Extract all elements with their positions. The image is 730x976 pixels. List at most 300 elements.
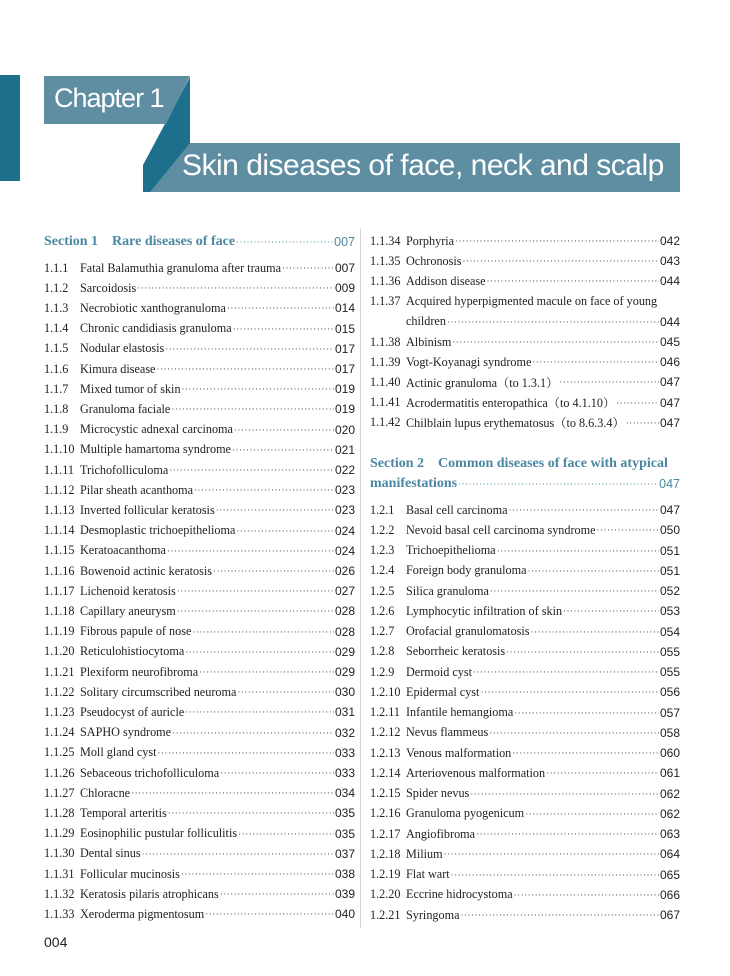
entry-number: 1.2.2 xyxy=(370,522,395,537)
entry-page: 024 xyxy=(334,543,355,558)
section-title-line1: Section 2 Common diseases of face with atypical xyxy=(370,456,668,471)
entry-number: 1.1.10 xyxy=(44,442,75,457)
toc-entry[interactable] xyxy=(370,413,680,433)
entry-number: 1.1.35 xyxy=(370,253,401,268)
entry-page: 015 xyxy=(334,321,355,336)
entry-number: 1.2.3 xyxy=(370,543,395,557)
leader-dots xyxy=(236,237,333,247)
leader-dots xyxy=(233,324,334,334)
entry-number: 1.1.1 xyxy=(44,260,69,275)
entry-title: Addison disease xyxy=(406,273,486,288)
entry-number: 1.1.36 xyxy=(370,273,401,288)
leader-dots xyxy=(181,869,334,879)
leader-dots xyxy=(470,789,659,799)
entry-page: 062 xyxy=(659,806,680,821)
entry-number: 1.2.11 xyxy=(370,705,401,719)
toc-entry[interactable] xyxy=(44,581,355,601)
entry-number: 1.1.23 xyxy=(44,704,75,719)
entry-number: 1.1.24 xyxy=(44,725,75,740)
toc-entry[interactable] xyxy=(370,372,680,392)
toc-entry[interactable] xyxy=(44,723,355,743)
entry-title: Desmoplastic trichoepithelioma xyxy=(80,523,236,538)
entry-number: 1.1.27 xyxy=(44,785,75,800)
toc-entry[interactable] xyxy=(370,561,680,581)
toc-entry[interactable] xyxy=(44,521,355,541)
entry-number: 1.2.16 xyxy=(370,806,401,821)
leader-dots xyxy=(528,566,659,576)
entry-title: Acrodermatitis enteropathica（to 4.1.10） xyxy=(406,396,616,411)
leader-dots xyxy=(525,809,659,819)
entry-page: 066 xyxy=(659,887,680,902)
entry-page: 039 xyxy=(334,887,355,902)
entry-number: 1.1.14 xyxy=(44,523,75,538)
entry-page: 014 xyxy=(334,301,355,316)
toc-entry[interactable] xyxy=(370,804,680,824)
entry-title: Flat wart xyxy=(406,867,450,881)
entry-title: Keratoacanthoma xyxy=(80,543,166,558)
entry-title: Mixed tumor of skin xyxy=(80,381,181,396)
section-page: 047 xyxy=(659,477,680,491)
entry-page: 033 xyxy=(334,745,355,760)
entry-number: 1.2.9 xyxy=(370,664,395,679)
entry-page: 044 xyxy=(659,314,680,329)
section-1-heading[interactable] xyxy=(44,232,355,252)
entry-number: 1.1.5 xyxy=(44,341,69,356)
entry-number: 1.1.30 xyxy=(44,846,75,861)
toc-entry[interactable] xyxy=(44,844,355,864)
entry-page: 050 xyxy=(659,523,680,538)
entry-title: Basal cell carcinoma xyxy=(406,502,508,517)
toc-entry[interactable] xyxy=(44,258,355,278)
entry-page: 061 xyxy=(659,766,680,781)
toc-entry[interactable] xyxy=(370,743,680,763)
toc-entry[interactable] xyxy=(44,460,355,480)
entry-title: Plexiform neurofibroma xyxy=(80,664,199,679)
entry-page: 029 xyxy=(334,644,355,659)
entry-title: children xyxy=(406,314,446,329)
entry-title: Ochronosis xyxy=(406,253,462,268)
toc-entry[interactable] xyxy=(370,844,680,864)
entry-number: 1.2.7 xyxy=(370,624,395,638)
leader-dots xyxy=(131,788,334,798)
toc-entry[interactable] xyxy=(44,864,355,884)
leader-dots xyxy=(616,398,659,408)
leader-dots xyxy=(167,546,334,556)
entry-title: Albinism xyxy=(406,334,452,349)
entry-number: 1.2.5 xyxy=(370,583,395,598)
leader-dots xyxy=(213,566,334,576)
entry-number: 1.1.20 xyxy=(44,644,75,659)
entry-title: Venous malformation xyxy=(406,745,512,760)
entry-page: 057 xyxy=(659,705,680,720)
entry-number: 1.1.22 xyxy=(44,684,75,699)
leader-dots xyxy=(473,667,659,677)
entry-number: 1.1.34 xyxy=(370,233,401,248)
entry-title: Eosinophilic pustular folliculitis xyxy=(80,826,238,841)
entry-title: Keratosis pilaris atrophicans xyxy=(80,886,219,901)
toc-entry[interactable] xyxy=(370,622,680,642)
leader-dots xyxy=(463,256,659,266)
leader-dots xyxy=(199,667,334,677)
entry-title: Inverted follicular keratosis xyxy=(80,502,215,517)
leader-dots xyxy=(497,546,659,556)
toc-entry[interactable] xyxy=(44,763,355,783)
leader-dots xyxy=(512,748,659,758)
entry-number: 1.1.8 xyxy=(44,401,69,416)
leader-dots xyxy=(490,586,659,596)
entry-title: Syringoma xyxy=(406,907,460,922)
entry-title: Actinic granuloma（to 1.3.1） xyxy=(406,375,559,390)
entry-title: Multiple hamartoma syndrome xyxy=(80,442,231,457)
leader-dots xyxy=(509,505,659,515)
toc-entry[interactable] xyxy=(370,231,680,251)
toc-entry[interactable] xyxy=(370,763,680,783)
leader-dots xyxy=(220,889,334,899)
entry-title: Porphyria xyxy=(406,233,455,248)
toc-entry[interactable] xyxy=(370,682,680,702)
section-2-heading[interactable] xyxy=(370,454,680,494)
leader-dots xyxy=(452,337,659,347)
leader-dots xyxy=(487,276,659,286)
entry-page: 055 xyxy=(659,644,680,659)
toc-entry[interactable] xyxy=(370,581,680,601)
entry-page: 035 xyxy=(334,806,355,821)
leader-dots xyxy=(626,418,659,428)
toc-entry[interactable] xyxy=(44,500,355,520)
leader-dots xyxy=(185,647,334,657)
entry-title: Nevus flammeus xyxy=(406,725,489,740)
toc-entry[interactable] xyxy=(370,251,680,271)
entry-page: 047 xyxy=(659,415,680,430)
toc-entry[interactable] xyxy=(370,332,680,352)
entry-page: 021 xyxy=(334,442,355,457)
entry-number: 1.1.16 xyxy=(44,563,75,578)
entry-title: SAPHO syndrome xyxy=(80,725,172,740)
entry-number: 1.2.13 xyxy=(370,745,401,760)
entry-page: 062 xyxy=(659,786,680,801)
entry-title: Chronic candidiasis granuloma xyxy=(80,321,232,336)
entry-title: Necrobiotic xanthogranuloma xyxy=(80,300,226,315)
entry-title: Silica granuloma xyxy=(406,583,489,598)
toc-entry[interactable] xyxy=(370,784,680,804)
toc-entry[interactable] xyxy=(44,440,355,460)
leader-dots xyxy=(514,708,659,718)
leader-dots xyxy=(165,344,334,354)
toc-entry[interactable] xyxy=(44,480,355,500)
entry-title: Vogt-Koyanagi syndrome xyxy=(406,354,532,369)
entry-number: 1.2.10 xyxy=(370,684,401,699)
leader-dots xyxy=(177,586,334,596)
toc-entry[interactable] xyxy=(44,702,355,722)
entry-number: 1.1.13 xyxy=(44,502,75,517)
entry-title: Lichenoid keratosis xyxy=(80,583,176,598)
entry-number: 1.2.17 xyxy=(370,826,401,841)
entry-title: Lymphocytic infiltration of skin xyxy=(406,603,563,618)
entry-number: 1.1.6 xyxy=(44,361,69,376)
leader-dots xyxy=(238,829,334,839)
entry-page: 024 xyxy=(334,523,355,538)
entry-page: 047 xyxy=(659,375,680,390)
entry-page: 046 xyxy=(659,355,680,370)
entry-page: 042 xyxy=(659,234,680,248)
entry-page: 028 xyxy=(334,624,355,639)
toc-entry[interactable] xyxy=(44,682,355,702)
leader-dots xyxy=(532,357,659,367)
entry-page: 040 xyxy=(334,907,355,922)
entry-page: 020 xyxy=(334,422,355,437)
entry-title: Trichofolliculoma xyxy=(80,462,169,477)
section-title: Section 1 Rare diseases of face xyxy=(44,234,236,249)
entry-title: Chloracne xyxy=(80,785,131,800)
entry-page: 032 xyxy=(334,725,355,740)
leader-dots xyxy=(192,627,334,637)
toc-entry[interactable] xyxy=(44,298,355,318)
edge-tab xyxy=(0,75,20,181)
entry-title: Capillary aneurysm xyxy=(80,603,176,618)
entry-number: 1.1.2 xyxy=(44,280,69,295)
toc-entry[interactable] xyxy=(370,824,680,844)
entry-number: 1.2.18 xyxy=(370,846,401,861)
entry-title: Xeroderma pigmentosum xyxy=(80,906,205,921)
entry-title: Trichoepithelioma xyxy=(406,543,496,557)
toc-entry[interactable] xyxy=(44,824,355,844)
entry-page: 051 xyxy=(659,543,680,558)
toc-entry[interactable] xyxy=(370,905,680,925)
entry-number: 1.1.41 xyxy=(370,395,401,410)
toc-entry[interactable] xyxy=(44,662,355,682)
entry-title: Chilblain lupus erythematosus（to 8.6.3.4） xyxy=(406,416,625,431)
toc-entry[interactable] xyxy=(44,420,355,440)
entry-page: 017 xyxy=(334,362,355,376)
leader-dots xyxy=(237,687,334,697)
leader-dots xyxy=(597,525,659,535)
entry-page: 028 xyxy=(334,604,355,619)
leader-dots xyxy=(546,768,659,778)
entry-title: Moll gland cyst xyxy=(80,745,157,760)
toc-entry[interactable] xyxy=(44,601,355,621)
entry-page: 065 xyxy=(659,867,680,882)
leader-dots xyxy=(185,707,334,717)
toc-entry[interactable] xyxy=(44,783,355,803)
entry-title: Follicular mucinosis xyxy=(80,866,180,881)
leader-dots xyxy=(480,687,659,697)
entry-number: 1.1.38 xyxy=(370,334,401,349)
entry-title: Spider nevus xyxy=(406,786,470,800)
entry-number: 1.1.21 xyxy=(44,664,75,679)
leader-dots xyxy=(158,748,334,758)
entry-number: 1.2.14 xyxy=(370,765,401,780)
entry-title: Orofacial granulomatosis xyxy=(406,624,530,638)
entry-number: 1.1.40 xyxy=(370,374,401,389)
entry-page: 033 xyxy=(334,766,355,780)
leader-dots xyxy=(216,505,334,515)
leader-dots xyxy=(458,479,658,489)
entry-title: Acquired hyperpigmented macule on face of young xyxy=(406,294,658,309)
section-page: 007 xyxy=(334,235,355,249)
entry-number: 1.1.17 xyxy=(44,583,75,598)
toc-entry[interactable] xyxy=(44,904,355,924)
entry-number: 1.2.19 xyxy=(370,867,401,881)
entry-page: 053 xyxy=(659,604,680,619)
toc-entry[interactable] xyxy=(44,339,355,359)
leader-dots xyxy=(563,606,659,616)
entry-page: 022 xyxy=(334,463,355,477)
entry-title: Foreign body granuloma xyxy=(406,563,527,578)
chapter-label: Chapter 1 xyxy=(54,83,164,113)
entry-page: 058 xyxy=(659,725,680,740)
entry-title: Fatal Balamuthia granuloma after trauma xyxy=(80,260,282,275)
entry-number: 1.2.21 xyxy=(370,907,401,922)
leader-dots xyxy=(451,870,659,880)
entry-page: 035 xyxy=(334,826,355,841)
entry-number: 1.1.12 xyxy=(44,482,75,497)
entry-number: 1.2.15 xyxy=(370,786,401,800)
leader-dots xyxy=(172,728,334,738)
entry-page: 045 xyxy=(659,335,680,349)
entry-page: 043 xyxy=(659,254,680,269)
entry-title: Milium xyxy=(406,846,443,861)
toc-entry[interactable] xyxy=(370,520,680,540)
toc-entry[interactable] xyxy=(370,865,680,885)
leader-dots xyxy=(506,647,659,657)
toc-entry[interactable] xyxy=(44,359,355,379)
leader-dots xyxy=(489,728,659,738)
entry-title: Granuloma pyogenicum xyxy=(406,806,525,821)
leader-dots xyxy=(220,768,334,778)
entry-title: Arteriovenous malformation xyxy=(406,765,546,780)
entry-number: 1.2.1 xyxy=(370,502,395,517)
entry-page: 052 xyxy=(659,584,680,598)
entry-number: 1.1.25 xyxy=(44,745,75,760)
entry-title: Kimura disease xyxy=(80,361,156,376)
leader-dots xyxy=(236,526,334,536)
toc-entry[interactable] xyxy=(44,379,355,399)
entry-title: Reticulohistiocytoma xyxy=(80,644,185,659)
toc-entry[interactable] xyxy=(44,541,355,561)
entry-page: 026 xyxy=(334,564,355,578)
entry-number: 1.1.19 xyxy=(44,624,75,639)
entry-number: 1.2.4 xyxy=(370,563,395,578)
entry-page: 030 xyxy=(334,685,355,700)
entry-page: 019 xyxy=(334,382,355,397)
leader-dots xyxy=(455,236,659,246)
leader-dots xyxy=(142,849,334,859)
leader-dots xyxy=(227,303,334,313)
entry-number: 1.1.28 xyxy=(44,805,75,820)
entry-number: 1.2.12 xyxy=(370,725,401,740)
entry-page: 031 xyxy=(334,705,355,720)
entry-title: Dermoid cyst xyxy=(406,664,473,679)
leader-dots xyxy=(234,425,334,435)
entry-title: Epidermal cyst xyxy=(406,684,480,699)
entry-page: 023 xyxy=(334,483,355,498)
entry-page: 038 xyxy=(334,867,355,881)
toc-entry[interactable] xyxy=(370,393,680,413)
entry-title: Fibrous papule of nose xyxy=(80,624,192,639)
leader-dots xyxy=(461,910,659,920)
entry-number: 1.2.8 xyxy=(370,644,395,659)
leader-dots xyxy=(444,849,659,859)
leader-dots xyxy=(169,465,334,475)
entry-title: Eccrine hidrocystoma xyxy=(406,887,513,902)
entry-number: 1.1.26 xyxy=(44,765,75,780)
entry-number: 1.1.29 xyxy=(44,826,75,841)
entry-page: 017 xyxy=(334,341,355,356)
entry-page: 047 xyxy=(659,395,680,410)
chapter-title: Skin diseases of face, neck and scalp xyxy=(182,149,664,182)
entry-title: Pseudocyst of auricle xyxy=(80,704,185,719)
leader-dots xyxy=(282,263,334,273)
leader-dots xyxy=(168,808,334,818)
toc-entry[interactable] xyxy=(44,278,355,298)
leader-dots xyxy=(182,384,334,394)
toc-entry[interactable] xyxy=(44,622,355,642)
entry-title: Granuloma faciale xyxy=(80,401,171,416)
toc-entry[interactable] xyxy=(370,662,680,682)
toc-entry[interactable] xyxy=(370,500,680,520)
entry-page: 054 xyxy=(659,624,680,639)
toc-entry[interactable] xyxy=(44,884,355,904)
leader-dots xyxy=(476,829,659,839)
entry-number: 1.1.11 xyxy=(44,462,75,477)
entry-page: 056 xyxy=(659,685,680,700)
toc-entry[interactable] xyxy=(370,885,680,905)
toc-entry[interactable] xyxy=(44,399,355,419)
entry-page: 009 xyxy=(334,281,355,296)
toc-entry[interactable] xyxy=(370,352,680,372)
toc-entry[interactable] xyxy=(370,292,680,312)
toc-entry[interactable] xyxy=(44,803,355,823)
leader-dots xyxy=(156,364,333,374)
entry-title: Dental sinus xyxy=(80,846,141,861)
entry-page: 037 xyxy=(334,846,355,861)
entry-title: Seborrheic keratosis xyxy=(406,644,506,659)
entry-title: Solitary circumscribed neuroma xyxy=(80,684,237,699)
entry-number: 1.1.7 xyxy=(44,381,69,396)
entry-title: Temporal arteritis xyxy=(80,805,167,820)
toc-entry[interactable] xyxy=(44,642,355,662)
leader-dots xyxy=(232,445,334,455)
entry-page: 034 xyxy=(334,786,355,801)
toc-entry[interactable] xyxy=(370,723,680,743)
entry-page: 019 xyxy=(334,402,355,417)
toc-entry[interactable] xyxy=(370,642,680,662)
leader-dots xyxy=(531,627,659,637)
leader-dots xyxy=(559,377,659,387)
toc-entry[interactable] xyxy=(370,541,680,561)
toc-entry[interactable] xyxy=(370,271,680,291)
entry-page: 060 xyxy=(659,746,680,760)
toc-entry[interactable] xyxy=(370,601,680,621)
entry-number: 1.1.33 xyxy=(44,906,75,921)
toc-entry[interactable] xyxy=(370,703,680,723)
column-divider xyxy=(360,228,361,928)
leader-dots xyxy=(514,890,659,900)
entry-title: Nodular elastosis xyxy=(80,341,165,356)
entry-title: Pilar sheath acanthoma xyxy=(80,482,194,497)
toc-entry[interactable] xyxy=(370,312,680,332)
entry-title: Angiofibroma xyxy=(406,826,476,841)
toc-entry[interactable] xyxy=(44,319,355,339)
page-number: 004 xyxy=(44,934,68,950)
entry-number: 1.1.3 xyxy=(44,300,69,315)
entry-page: 063 xyxy=(659,827,680,841)
entry-number: 1.1.31 xyxy=(44,866,75,881)
toc-entry[interactable] xyxy=(44,561,355,581)
entry-title: Microcystic adnexal carcinoma xyxy=(80,422,233,437)
toc-entry[interactable] xyxy=(44,743,355,763)
entry-number: 1.1.39 xyxy=(370,354,401,369)
